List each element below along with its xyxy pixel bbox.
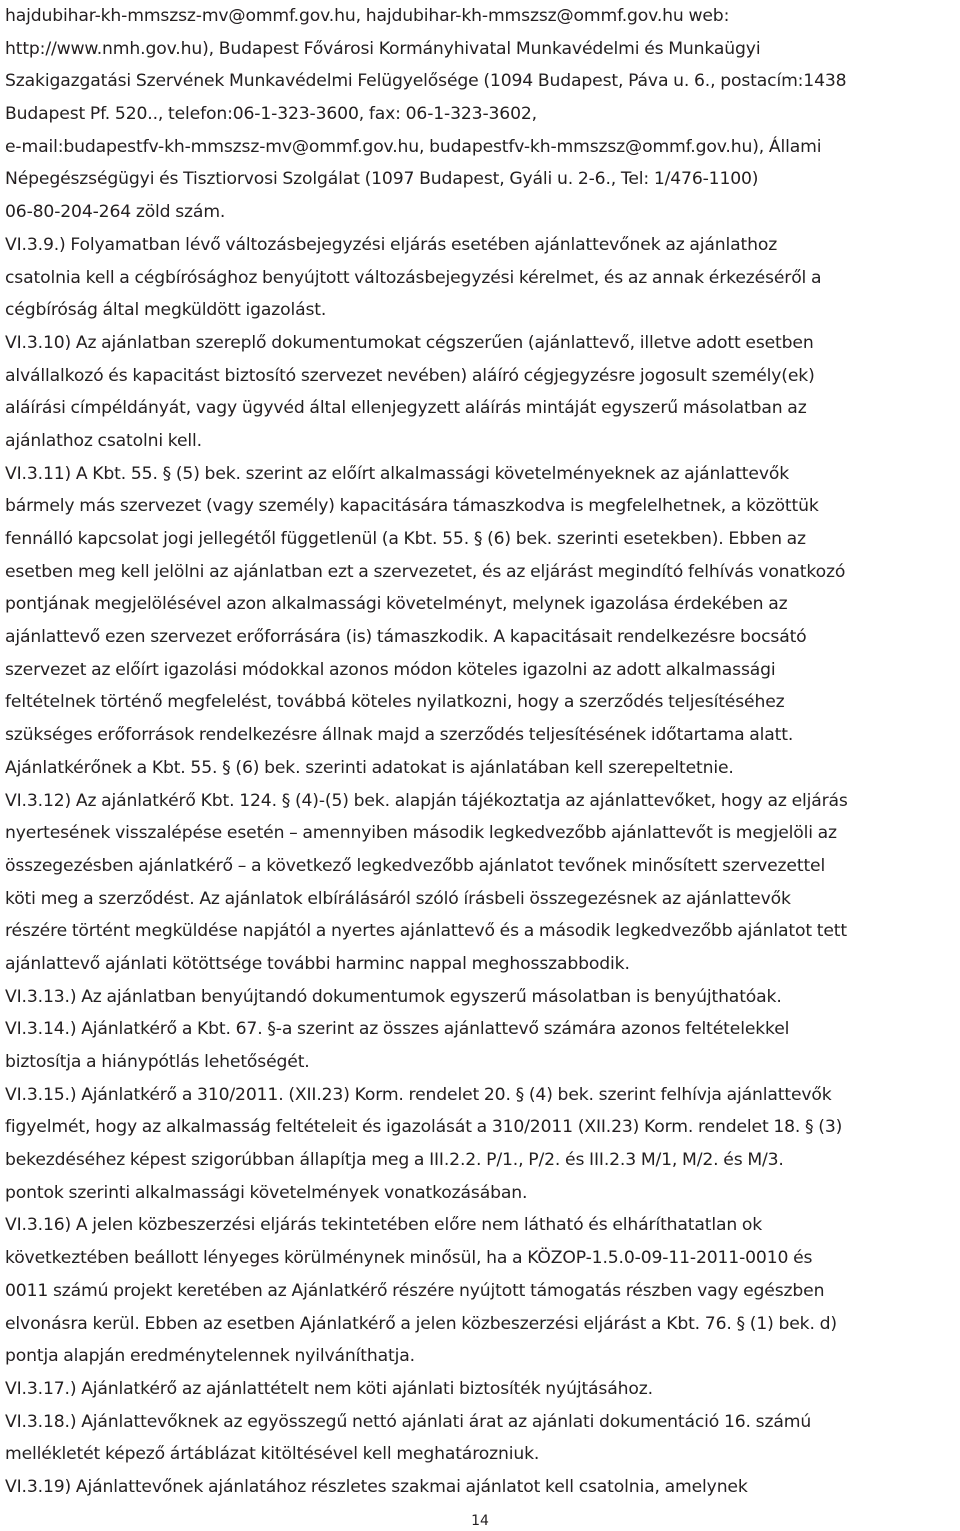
text-line: összegezésben ajánlatkérő – a következő legkedvezőbb ajánlatot tevőnek minősített szervezettel — [5, 855, 826, 876]
text-line: 06-80-204-264 zöld szám. — [5, 202, 226, 223]
text-line: Ajánlatkérőnek a Kbt. 55. § (6) bek. szerinti adatokat is ajánlatában kell szerepeltetnie. — [5, 757, 734, 778]
text-line: pontja alapján eredménytelennek nyilváníthatja. — [5, 1346, 415, 1367]
text-line: 0011 számú projekt keretében az Ajánlatkérő részére nyújtott támogatás részben vagy egészben — [5, 1280, 825, 1301]
document-body — [5, 0, 955, 1504]
text-line: VI.3.14.) Ajánlatkérő a Kbt. 67. §-a szerint az összes ajánlattevő számára azonos feltételekkel — [5, 1019, 790, 1040]
text-line: esetben meg kell jelölni az ajánlatban ezt a szervezetet, és az eljárást megindító felhívás vonatkozó — [5, 561, 846, 582]
text-line: ajánlattevő ezen szervezet erőforrására (is) támaszkodik. A kapacitásait rendelkezésre bocsátó — [5, 627, 807, 648]
text-line: mellékletét képező ártáblázat kitöltésével kell meghatározniuk. — [5, 1444, 540, 1465]
text-line: VI.3.15.) Ajánlatkérő a 310/2011. (XII.23) Korm. rendelet 20. § (4) bek. szerint felhívja ajánlattevők — [5, 1084, 832, 1105]
text-line: pontok szerinti alkalmassági követelmények vonatkozásában. — [5, 1182, 528, 1203]
text-line: VI.3.12) Az ajánlatkérő Kbt. 124. § (4)-(5) bek. alapján tájékoztatja az ajánlattevőket, hogy az eljárás — [5, 790, 848, 811]
text-line: VI.3.19) Ajánlattevőnek ajánlatához részletes szakmai ajánlatot kell csatolnia, amelynek — [5, 1476, 748, 1497]
page-number: 14 — [471, 1513, 489, 1529]
text-line: VI.3.11) A Kbt. 55. § (5) bek. szerint az előírt alkalmassági követelményeknek az ajánlattevők — [5, 463, 790, 484]
text-line: e-mail:budapestfv-kh-mmszsz-mv@ommf.gov.hu, budapestfv-kh-mmszsz@ommf.gov.hu), Állami — [5, 136, 822, 157]
text-line: aláírási címpéldányát, vagy ügyvéd által ellenjegyzett aláírás mintáját egyszerű másolatban az — [5, 398, 807, 419]
text-line: fennálló kapcsolat jogi jellegétől függetlenül (a Kbt. 55. § (6) bek. szerinti esetekben). Ebben az — [5, 529, 806, 549]
text-line: Szakigazgatási Szervének Munkavédelmi Felügyelősége (1094 Budapest, Páva u. 6., postacím:1438 — [5, 71, 847, 92]
text-line: alvállalkozó és kapacitást biztosító szervezet nevében) aláíró cégjegyzésre jogosult személy(ek) — [5, 365, 815, 386]
text-line: nyertesének visszalépése esetén – amennyiben második legkedvezőbb ajánlattevőt is megjelöli az — [5, 823, 837, 844]
text-line: csatolnia kell a cégbírósághoz benyújtott változásbejegyzési kérelmet, és az annak érkezéséről a — [5, 267, 822, 288]
text-line: ajánlathoz csatolni kell. — [5, 430, 202, 451]
text-line: elvonásra kerül. Ebben az esetben Ajánlatkérő a jelen közbeszerzési eljárást a Kbt. 76. § (1) bek. d) — [5, 1313, 837, 1334]
text-line: részére történt megküldése napjától a nyertes ajánlattevő és a második legkedvezőbb ajánlatot tett — [5, 921, 847, 942]
text-line: VI.3.17.) Ajánlatkérő az ajánlattételt nem köti ajánlati biztosíték nyújtásához. — [5, 1378, 653, 1399]
text-line: feltételnek történő megfelelést, továbbá köteles nyilatkozni, hogy a szerződés teljesítéséhez — [5, 692, 785, 713]
text-line: következtében beállott lényeges körülménynek minősül, ha a KÖZOP-1.5.0-09-11-2011-0010 és — [5, 1248, 813, 1269]
text-line: http://www.nmh.gov.hu), Budapest Fővárosi Kormányhivatal Munkavédelmi és Munkaügyi — [5, 38, 761, 59]
text-line: hajdubihar-kh-mmszsz-mv@ommf.gov.hu, hajdubihar-kh-mmszsz@ommf.gov.hu web: — [5, 6, 730, 26]
text-line: VI.3.10) Az ajánlatban szereplő dokumentumokat cégszerűen (ajánlattevő, illetve adott esetben — [5, 332, 814, 353]
text-line: szükséges erőforrások rendelkezésre állnak majd a szerződés teljesítésének időtartama alatt. — [5, 725, 794, 746]
text-line: figyelmét, hogy az alkalmasság feltételeit és igazolását a 310/2011 (XII.23) Korm. rendelet 18. § (3) — [5, 1117, 843, 1138]
text-line: ajánlattevő ajánlati kötöttsége további harminc nappal meghosszabbodik. — [5, 953, 630, 974]
text-line: VI.3.16) A jelen közbeszerzési eljárás tekintetében előre nem látható és elháríthatatlan ok — [5, 1215, 763, 1236]
text-line: VI.3.9.) Folyamatban lévő változásbejegyzési eljárás esetében ajánlattevőnek az ajánlathoz — [5, 234, 778, 255]
text-line: bekezdéséhez képest szigorúbban állapítja meg a III.2.2. P/1., P/2. és III.2.3 M/1, M/2. és M/3. — [5, 1150, 784, 1171]
text-line: köti meg a szerződést. Az ajánlatok elbírálásáról szóló írásbeli összegezésnek az ajánlattevők — [5, 888, 791, 909]
text-line: cégbíróság által megküldött igazolást. — [5, 300, 327, 321]
text-line: VI.3.13.) Az ajánlatban benyújtandó dokumentumok egyszerű másolatban is benyújthatóak. — [5, 986, 782, 1007]
text-line: Népegészségügyi és Tisztiorvosi Szolgálat (1097 Budapest, Gyáli u. 2-6., Tel: 1/476-1100) — [5, 169, 759, 190]
text-line: szervezet az előírt igazolási módokkal azonos módon köteles igazolni az adott alkalmassági — [5, 659, 776, 680]
text-line: VI.3.18.) Ajánlattevőknek az egyösszegű nettó ajánlati árat az ajánlati dokumentáció 16. számú — [5, 1411, 812, 1432]
text-line: biztosítja a hiánypótlás lehetőségét. — [5, 1052, 310, 1072]
text-line: bármely más szervezet (vagy személy) kapacitására támaszkodva is megfelelhetnek, a közöttük — [5, 496, 819, 517]
text-line: pontjának megjelölésével azon alkalmassági követelményt, melynek igazolása érdekében az — [5, 594, 788, 615]
text-line: Budapest Pf. 520.., telefon:06-1-323-3600, fax: 06-1-323-3602, — [5, 104, 537, 125]
